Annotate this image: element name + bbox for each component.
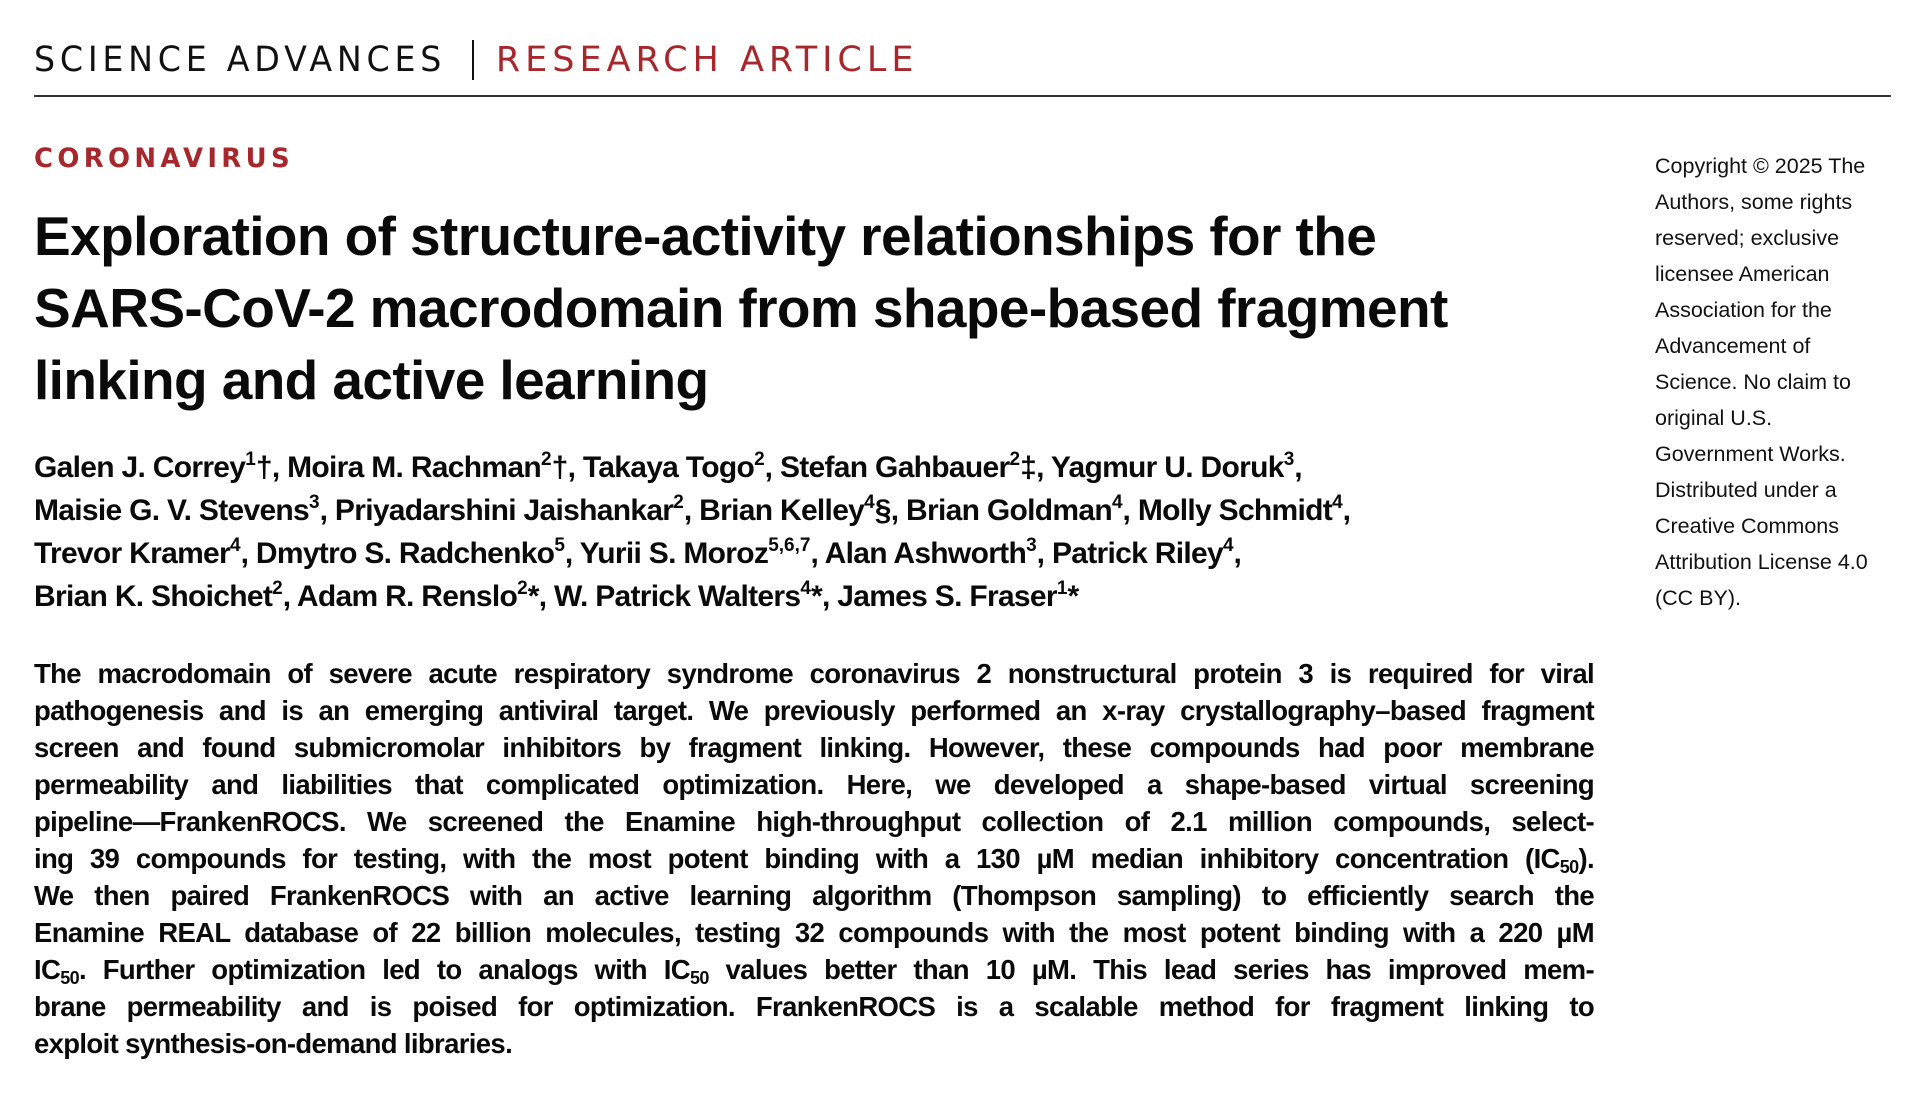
section-label: CORONAVIRUS	[34, 143, 294, 174]
author-name[interactable]: W. Patrick Walters	[553, 580, 801, 613]
title-line: Exploration of structure-activity relationships for the	[34, 205, 1377, 267]
abstract-line: permeability and liabilities that complicated optimization. Here, we developed a shape-based virtual screening	[34, 769, 1594, 800]
author-affiliation: 4	[864, 492, 875, 513]
author-name[interactable]: Adam R. Renslo	[296, 580, 518, 613]
author-name[interactable]: Molly Schmidt	[1137, 494, 1333, 527]
article-type: RESEARCH ARTICLE	[495, 40, 919, 80]
author-name[interactable]: Brian K. Shoichet	[34, 580, 273, 613]
author-mark: †	[551, 451, 568, 484]
author-affiliation: 2	[540, 449, 552, 470]
copyright-line: Advancement of	[1655, 334, 1811, 358]
author-name[interactable]: Brian Kelley	[699, 494, 865, 527]
author-name[interactable]: James S. Fraser	[837, 580, 1057, 613]
abstract-text: values better than 10 µM. This lead series has improved mem-	[708, 954, 1594, 985]
author-affiliation: 2	[673, 492, 684, 513]
author-affiliation: 4	[1222, 535, 1234, 556]
copyright-notice	[1655, 148, 1895, 616]
author-name[interactable]: Brian Goldman	[906, 494, 1112, 527]
copyright-line: Science. No claim to	[1655, 370, 1851, 394]
author-affiliation: 3	[1283, 449, 1295, 470]
copyright-line: (CC BY).	[1655, 586, 1741, 610]
author-affiliation: 5,6,7	[768, 535, 811, 556]
author-name[interactable]: Moira M. Rachman	[287, 451, 541, 484]
author-line: Brian K. Shoichet$^2$, Adam R. Renslo$^2$*, W. Patrick Walters$^4$*, James S. Fraser$^1$*	[34, 578, 1079, 613]
author-mark: ‡	[1020, 451, 1037, 484]
author-name[interactable]: Patrick Riley	[1051, 537, 1223, 570]
header-divider	[472, 40, 474, 80]
author-name[interactable]: Takaya Togo	[582, 451, 755, 484]
author-affiliation: 1	[1056, 578, 1068, 599]
abstract-text: ing 39 compounds for testing, with the most potent binding with a 130 µM median inhibitory concentration (IC	[34, 843, 1560, 874]
author-affiliation: 4	[1332, 492, 1343, 513]
author-affiliation: 4	[1111, 492, 1123, 513]
abstract	[34, 655, 1594, 1062]
author-affiliation: 2	[1009, 449, 1021, 470]
copyright-line: original U.S.	[1655, 406, 1773, 430]
author-mark: *	[1067, 580, 1079, 613]
author-affiliation: 3	[309, 492, 320, 513]
subscript: 50	[689, 968, 709, 988]
author-affiliation: 1	[245, 449, 256, 470]
author-name[interactable]: Yurii S. Moroz	[579, 537, 769, 570]
author-name[interactable]: Galen J. Correy	[34, 451, 246, 484]
author-affiliation: 3	[1026, 535, 1037, 556]
abstract-line: The macrodomain of severe acute respiratory syndrome coronavirus 2 nonstructural protein 3 is required for viral	[34, 658, 1594, 689]
header-rule	[34, 95, 1891, 97]
abstract-text: . Further optimization led to analogs with IC	[78, 954, 690, 985]
author-affiliation: 2	[754, 449, 765, 470]
copyright-line: Distributed under a	[1655, 478, 1837, 502]
abstract-line: brane permeability and is poised for optimization. FrankenROCS is a scalable method for fragment linking to	[34, 991, 1594, 1022]
author-line: Trevor Kramer$^4$, Dmytro S. Radchenko$^5$, Yurii S. Moroz$^{5,6,7}$, Alan Ashworth$^3$, Patrick Riley$^4$,	[34, 535, 1242, 570]
subscript: 50	[1559, 857, 1579, 877]
copyright-line: Government Works.	[1655, 442, 1846, 466]
abstract-text: ).	[1578, 843, 1594, 874]
copyright-line: reserved; exclusive	[1655, 226, 1840, 250]
copyright-line: Creative Commons	[1655, 514, 1839, 538]
author-mark: *	[527, 580, 539, 613]
author-line: Galen J. Correy$^1$†, Moira M. Rachman$^2$†, Takaya Togo$^2$, Stefan Gahbauer$^2$‡, Yagmur U. Doruk$^3$,	[34, 449, 1302, 484]
author-name[interactable]: Maisie G. V. Stevens	[34, 494, 310, 527]
journal-name: SCIENCE ADVANCES	[34, 40, 447, 80]
abstract-line: screen and found submicromolar inhibitors by fragment linking. However, these compounds had poor membrane	[34, 732, 1594, 763]
author-affiliation: 2	[517, 578, 528, 599]
journal-header	[34, 36, 918, 84]
copyright-line: Copyright © 2025 The	[1655, 154, 1866, 178]
abstract-line: We then paired FrankenROCS with an active learning algorithm (Thompson sampling) to efficiently search the	[34, 880, 1594, 911]
title-line: linking and active learning	[34, 349, 709, 411]
author-name[interactable]: Dmytro S. Radchenko	[255, 537, 555, 570]
author-list	[34, 446, 1614, 618]
author-name[interactable]: Stefan Gahbauer	[779, 451, 1010, 484]
abstract-line: pathogenesis and is an emerging antiviral target. We previously performed an x-ray crystallography–based fragment	[34, 695, 1594, 726]
author-affiliation: 4	[800, 578, 811, 599]
author-name[interactable]: Alan Ashworth	[824, 537, 1027, 570]
subscript: 50	[60, 968, 79, 988]
author-mark: §	[874, 494, 891, 527]
author-name[interactable]: Yagmur U. Doruk	[1050, 451, 1284, 484]
author-name[interactable]: Trevor Kramer	[34, 537, 231, 570]
author-affiliation: 5	[554, 535, 565, 556]
copyright-line: Association for the	[1655, 298, 1832, 322]
abstract-line: exploit synthesis-on-demand libraries.	[34, 1028, 513, 1059]
abstract-line: Enamine REAL database of 22 billion molecules, testing 32 compounds with the most potent binding with a 220 µM	[34, 917, 1594, 948]
author-affiliation: 2	[272, 578, 283, 599]
title-line: SARS-CoV-2 macrodomain from shape-based fragment	[34, 277, 1448, 339]
author-affiliation: 4	[230, 535, 241, 556]
author-mark: †	[255, 451, 272, 484]
abstract-line: pipeline—FrankenROCS. We screened the Enamine high-throughput collection of 2.1 million compounds, select-	[34, 806, 1594, 837]
copyright-line: Attribution License 4.0	[1655, 550, 1868, 574]
copyright-line: Authors, some rights	[1655, 190, 1853, 214]
author-line: Maisie G. V. Stevens$^3$, Priyadarshini Jaishankar$^2$, Brian Kelley$^4$§, Brian Goldman$^4$, Molly Schmidt$^4$,	[34, 492, 1351, 527]
copyright-line: licensee American	[1655, 262, 1830, 286]
abstract-line	[34, 951, 1594, 988]
author-name[interactable]: Priyadarshini Jaishankar	[334, 494, 674, 527]
author-mark: *	[810, 580, 822, 613]
abstract-line	[34, 840, 1594, 877]
abstract-text: IC	[34, 954, 61, 985]
article-title	[34, 200, 1594, 416]
